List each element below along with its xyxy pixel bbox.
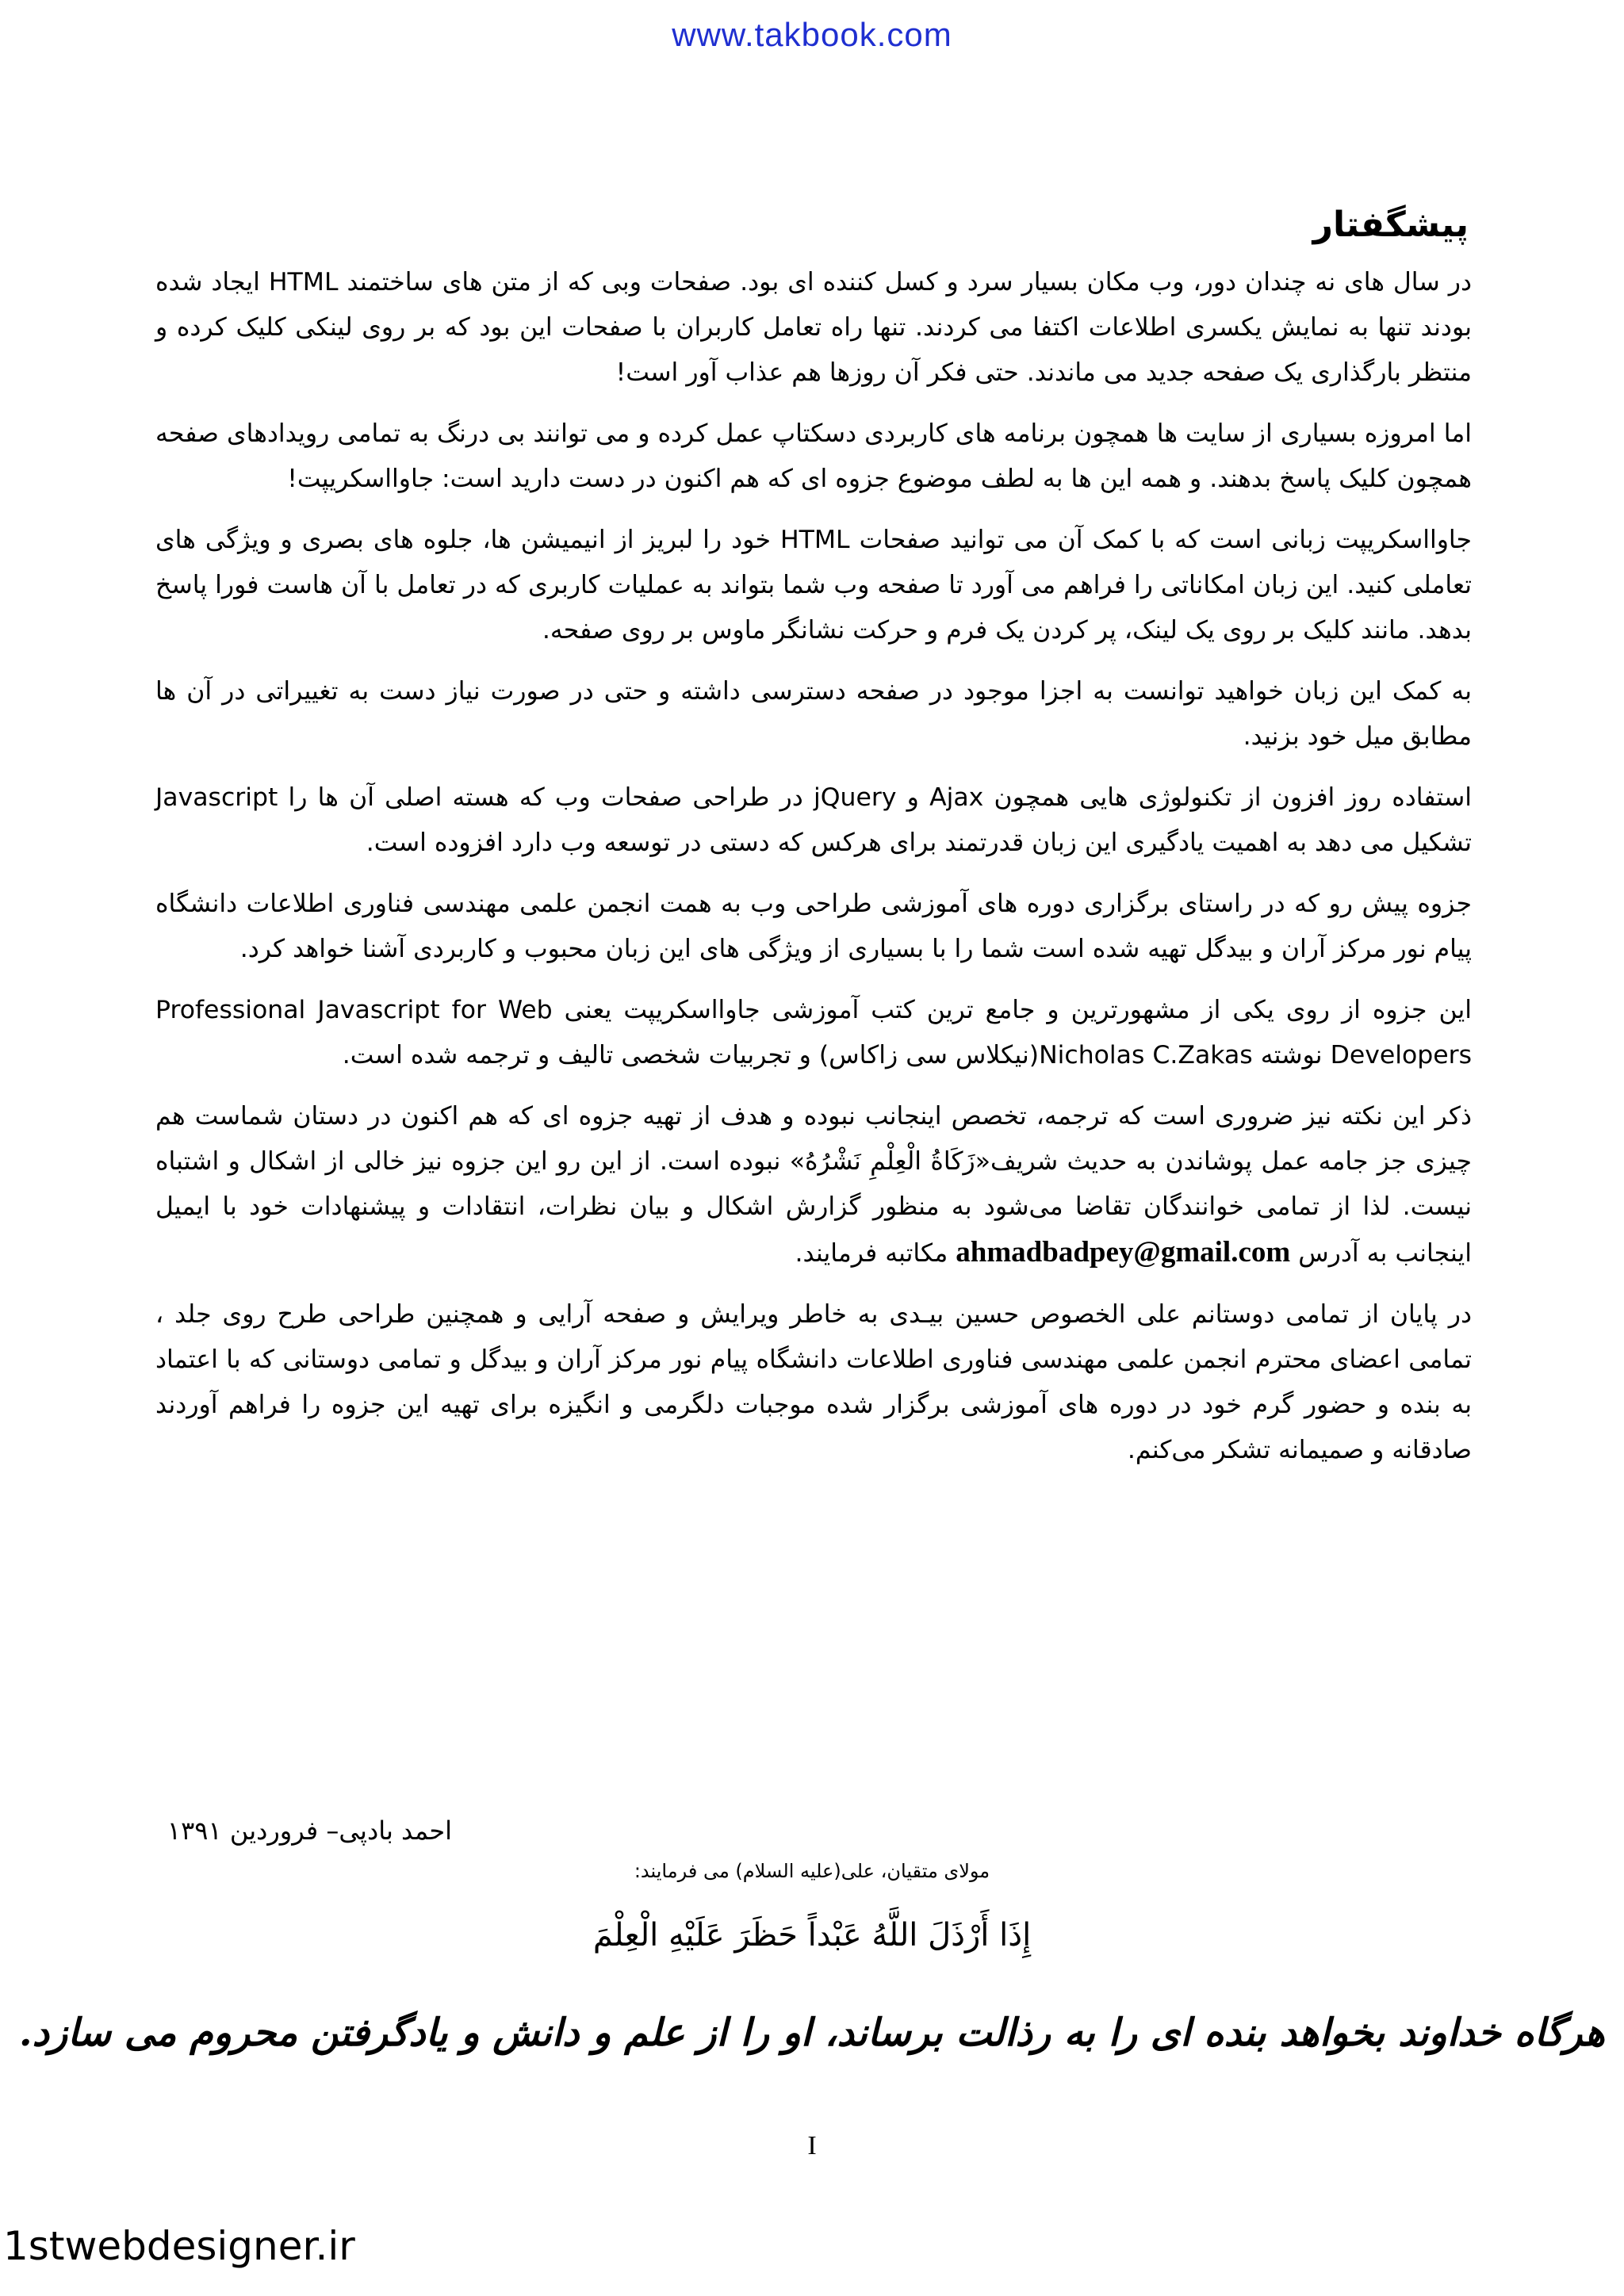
paragraph-8: [155, 1094, 1472, 1276]
preface-body: [155, 260, 1472, 1473]
paragraph-6: جزوه پیش رو که در راستای برگزاری دوره های آموزشی طراحی وب به همت انجمن علمی مهندسی فناوری اطلاعات دانشگاه پیام نور مرکز آران و بیدگل تهیه شده است شما را با بسیاری از ویژگی های این زبان محبوب و کاربردی آشنا خواهد کرد.: [155, 890, 1472, 963]
author-signature: احمد بادپی– فروردین ۱۳۹۱: [167, 1816, 452, 1846]
paragraph-5: استفاده روز افزون از تکنولوژی هایی همچون Ajax و jQuery در طراحی صفحات وب که هسته اصلی آن ها را Javascript تشکیل می دهد به اهمیت یادگیری این زبان قدرتمند برای هرکس که دستی در توسعه وب دارد افزوده است.: [155, 783, 1472, 857]
paragraph-9: در پایان از تمامی دوستانم علی الخصوص حسین بیـدی به خاطر ویرایش و صفحه آرایی و همچنین طراحی طرح روی جلد ، تمامی اعضای محترم انجمن علمی مهندسی فناوری اطلاعات دانشگاه پیام نور مرکز آران و بیدگل و تمامی دوستانی که با اعتماد به بنده و حضور گرم خود در دوره های آموزشی برگزار شده موجبات دلگرمی و انگیزه برای تهیه این جزوه را فراهم آوردند صادقانه و صمیمانه تشکر می‌کنم.: [155, 1300, 1472, 1464]
footer-watermark: 1stwebdesigner.ir: [3, 2223, 355, 2269]
paragraph-1: در سال های نه چندان دور، وب مکان بسیار سرد و کسل کننده ای بود. صفحات وبی که از متن های ساختمند HTML ایجاد شده بودند تنها به نمایش یکسری اطلاعات اکتفا می کردند. تنها راه تعامل کاربران با صفحات این بود که بر روی لینکی کلیک کرده و منتظر بارگذاری یک صفحه جدید می ماندند. حتی فکر آن روزها هم عذاب آور است!: [155, 268, 1473, 387]
arabic-hadith: إِذَا أَرْذَلَ اللَّهُ عَبْداً حَظَرَ عَلَيْهِ الْعِلْمَ: [592, 1917, 1032, 1954]
paragraph-7: این جزوه از روی یکی از مشهورترین و جامع ترین کتب آموزشی جاوااسکریپت یعنی Professional Javascript for Web Developers نوشته Nicholas C.Zakas(نیکلاس سی زاکاس) و تجربیات شخصی تالیف و ترجمه شده است.: [155, 996, 1472, 1070]
page-title: پیشگفتار: [1312, 205, 1469, 245]
paragraph-2: اما امروزه بسیاری از سایت ها همچون برنامه های کاربردی دسکتاپ عمل کرده و می توانند بی درنگ به تمامی رویدادهای صفحه همچون کلیک پاسخ بدهند. و همه این ها به لطف موضوع جزوه ای که هم اکنون در دست دارید است: جاوااسکریپت!: [155, 419, 1472, 493]
paragraph-8-text: ذکر این نکته نیز ضروری است که ترجمه، تخصص اینجانب نبوده و هدف از تهیه جزوه ای که هم اکنون در دستان شماست هم چیزی جز جامه عمل پوشاندن به حدیث شریف«زَكَاةُ الْعِلْمِ نَشْرُهُ» نبوده است. از این رو این جزوه نیز خالی از اشکال و اشتباه نیست. لذا از تمامی خوانندگان تقاضا می‌شود به منظور گزارش اشکال و بیان نظرات، انتقادات و پیشنهادات خود با ایمیل اینجانب به آدرس: [155, 1102, 1472, 1268]
paragraph-3: جاوااسکریپت زبانی است که با کمک آن می توانید صفحات HTML خود را لبریز از انیمیشن ها، جلوه های بصری و ویژگی های تعاملی کنید. این زبان امکاناتی را فراهم می آورد تا صفحه وب شما بتواند به عملیات کاربری که در تعامل با آن هاست فورا پاسخ بدهد. مانند کلیک بر روی یک لینک، پر کردن یک فرم و حرکت نشانگر ماوس بر روی صفحه.: [155, 526, 1472, 645]
hadith-translation: هرگاه خداوند بخواهد بنده ای را به رذالت برساند، او را از علم و دانش و یادگرفتن محروم می سازد.: [18, 2011, 1606, 2055]
author-email: ahmadbadpey@gmail.com: [956, 1236, 1291, 1269]
paragraph-8-end: مکاتبه فرمایند.: [795, 1239, 948, 1268]
site-url-link[interactable]: www.takbook.com: [672, 16, 952, 53]
paragraph-4: به کمک این زبان خواهید توانست به اجزا موجود در صفحه دسترسی داشته و حتی در صورت نیاز دست به تغییراتی در آن ها مطابق میل خود بزنید.: [155, 677, 1472, 751]
quote-intro: مولای متقیان، علی(علیه السلام) می فرمایند:: [634, 1860, 990, 1882]
page-number: I: [807, 2131, 817, 2160]
